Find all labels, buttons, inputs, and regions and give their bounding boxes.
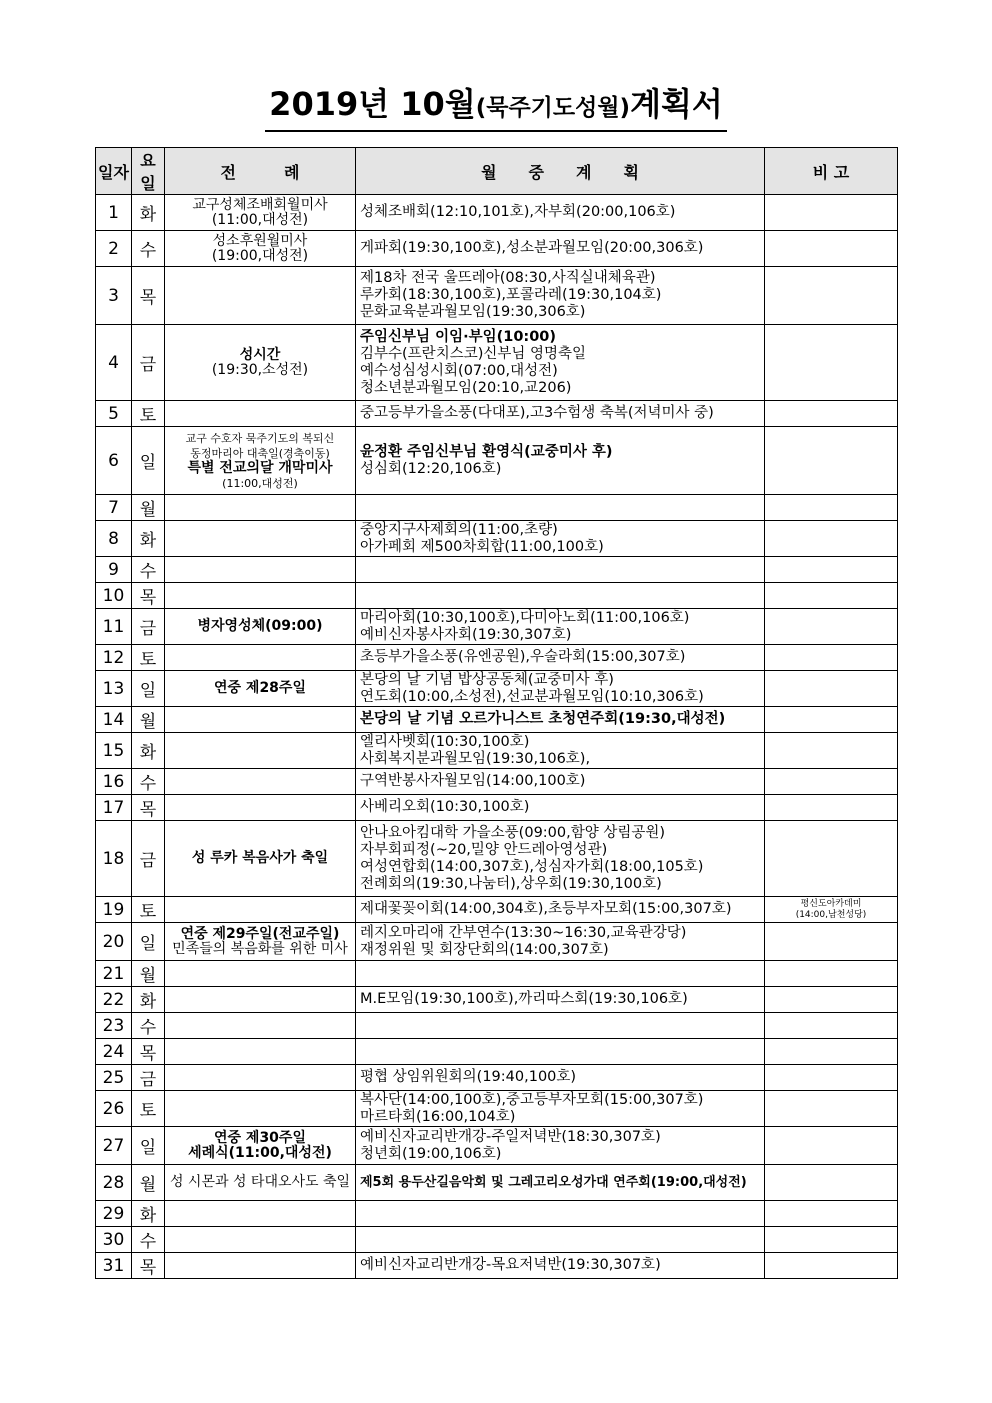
cell-line: (19:00,대성전) (211, 247, 309, 264)
liturgy-cell (165, 1091, 356, 1127)
notes-cell (765, 923, 898, 961)
liturgy-cell (165, 923, 356, 961)
liturgy-cell (165, 769, 356, 795)
weekday-cell: 토 (132, 1091, 165, 1127)
table-row (96, 733, 898, 769)
day-cell: 23 (96, 1013, 132, 1039)
notes-cell (765, 325, 898, 401)
cell-line: 복사단(14:00,100호),중고등부자모회(15:00,307호) (360, 1091, 704, 1108)
weekday-cell: 일 (132, 923, 165, 961)
notes-cell (765, 671, 898, 707)
page-title (0, 86, 992, 132)
events-cell (356, 1165, 765, 1201)
cell-line: 마르타회(16:00,104호) (360, 1108, 516, 1125)
table-row (96, 1227, 898, 1253)
liturgy-cell (165, 521, 356, 557)
table-row (96, 267, 898, 325)
cell-line: 교구성체조배회월미사 (192, 196, 328, 213)
notes-cell (765, 1013, 898, 1039)
liturgy-cell (165, 231, 356, 267)
notes-cell (765, 645, 898, 671)
table-row (96, 707, 898, 733)
notes-cell (765, 495, 898, 521)
cell-line: 여성연합회(14:00,307호),성심자가회(18:00,105호) (360, 858, 704, 875)
cell-line: 마리아회(10:30,100호),다미아노회(11:00,106호) (360, 609, 690, 626)
notes-cell (765, 521, 898, 557)
cell-line: 엘리사벳회(10:30,100호) (360, 733, 530, 750)
notes-cell (765, 1165, 898, 1201)
cell-line: 게파회(19:30,100호),성소분과월모임(20:00,306호) (360, 240, 704, 256)
events-cell (356, 231, 765, 267)
table-row (96, 231, 898, 267)
events-cell (356, 1227, 765, 1253)
liturgy-cell (165, 1253, 356, 1279)
cell-line: 민족들의 복음화를 위한 미사 (172, 940, 348, 957)
cell-line: 성소후원월미사 (212, 232, 308, 249)
notes-cell (765, 231, 898, 267)
table-row (96, 521, 898, 557)
day-cell: 31 (96, 1253, 132, 1279)
liturgy-cell (165, 325, 356, 401)
events-cell (356, 267, 765, 325)
cell-line: (14:00,남천성당) (795, 909, 867, 920)
cell-line: 특별 전교의달 개막미사 (187, 459, 333, 476)
day-cell: 21 (96, 961, 132, 987)
liturgy-cell (165, 609, 356, 645)
notes-cell (765, 1227, 898, 1253)
cell-line: 안나요아킴대학 가을소풍(09:00,함양 상림공원) (360, 824, 666, 841)
liturgy-cell (165, 557, 356, 583)
notes-cell (765, 1065, 898, 1091)
cell-line: 평협 상임위원회의(19:40,100호) (360, 1069, 577, 1085)
liturgy-cell (165, 1013, 356, 1039)
day-cell: 26 (96, 1091, 132, 1127)
liturgy-cell (165, 671, 356, 707)
header-day: 일자 (96, 148, 132, 195)
liturgy-cell (165, 897, 356, 923)
notes-cell (765, 1091, 898, 1127)
events-cell (356, 1039, 765, 1065)
weekday-cell: 목 (132, 267, 165, 325)
liturgy-cell (165, 1227, 356, 1253)
schedule-table (95, 147, 898, 1279)
cell-line: 중고등부가을소풍(다대포),고3수험생 축복(저녁미사 중) (360, 405, 714, 421)
notes-cell (765, 267, 898, 325)
events-cell (356, 521, 765, 557)
table-row (96, 1065, 898, 1091)
weekday-cell: 토 (132, 401, 165, 427)
cell-line: 초등부가을소풍(유엔공원),우술라회(15:00,307호) (360, 649, 686, 665)
events-cell (356, 821, 765, 897)
day-cell: 12 (96, 645, 132, 671)
events-cell (356, 583, 765, 609)
liturgy-cell (165, 821, 356, 897)
cell-line: 예수성심성시회(07:00,대성전) (360, 362, 558, 379)
cell-line: 전례회의(19:30,나눔터),상우회(19:30,100호) (360, 875, 662, 892)
weekday-cell: 금 (132, 609, 165, 645)
weekday-cell: 금 (132, 1065, 165, 1091)
weekday-cell: 화 (132, 733, 165, 769)
table-row (96, 1253, 898, 1279)
notes-cell (765, 401, 898, 427)
table-row (96, 645, 898, 671)
title-main: 2019년 10월 (269, 85, 476, 123)
notes-cell (765, 821, 898, 897)
day-cell: 17 (96, 795, 132, 821)
notes-cell (765, 795, 898, 821)
table-row (96, 1201, 898, 1227)
table-row (96, 795, 898, 821)
cell-line: (11:00,대성전) (211, 211, 309, 228)
day-cell: 19 (96, 897, 132, 923)
events-cell (356, 707, 765, 733)
table-row (96, 401, 898, 427)
events-cell (356, 1201, 765, 1227)
cell-line: 동정마리아 대축일(경축이동) (190, 446, 330, 460)
title-sub: (묵주기도성월) (475, 95, 631, 121)
header-liturgy: 전 례 (165, 148, 356, 195)
table-row (96, 583, 898, 609)
weekday-cell: 월 (132, 707, 165, 733)
cell-line: 성 루카 복음사가 축일 (191, 850, 329, 866)
liturgy-cell (165, 1039, 356, 1065)
weekday-cell: 화 (132, 1201, 165, 1227)
day-cell: 6 (96, 427, 132, 495)
day-cell: 16 (96, 769, 132, 795)
cell-line: 사베리오회(10:30,100호) (360, 799, 530, 815)
cell-line: 제18차 전국 울뜨레아(08:30,사직실내체육관) (360, 270, 656, 286)
table-row (96, 987, 898, 1013)
weekday-cell: 일 (132, 427, 165, 495)
liturgy-cell (165, 961, 356, 987)
day-cell: 15 (96, 733, 132, 769)
cell-line: 세례식(11:00,대성전) (188, 1144, 332, 1161)
events-cell (356, 923, 765, 961)
events-cell (356, 495, 765, 521)
liturgy-cell (165, 495, 356, 521)
header-notes: 비 고 (765, 148, 898, 195)
weekday-cell: 화 (132, 195, 165, 231)
cell-line: 평신도아카데미 (800, 898, 862, 909)
events-cell (356, 987, 765, 1013)
header-row (96, 148, 898, 195)
title-tail: 계획서 (630, 85, 723, 123)
notes-cell (765, 961, 898, 987)
events-cell (356, 1127, 765, 1165)
table-row (96, 427, 898, 495)
liturgy-cell (165, 707, 356, 733)
liturgy-cell (165, 1127, 356, 1165)
cell-line: 아가페회 제500차회합(11:00,100호) (360, 538, 604, 555)
liturgy-cell (165, 1065, 356, 1091)
cell-line: (19:30,소성전) (211, 361, 309, 378)
cell-line: 성 시몬과 성 타대오사도 축일 (169, 1174, 351, 1190)
cell-line: (11:00,대성전) (222, 476, 298, 490)
weekday-cell: 수 (132, 231, 165, 267)
weekday-cell: 일 (132, 671, 165, 707)
cell-line: 청소년분과월모임(20:10,교206) (360, 379, 572, 396)
weekday-cell: 수 (132, 1227, 165, 1253)
events-cell (356, 401, 765, 427)
liturgy-cell (165, 427, 356, 495)
cell-line: 연중 제30주일 (214, 1129, 306, 1146)
events-cell (356, 1091, 765, 1127)
events-cell (356, 1253, 765, 1279)
notes-cell (765, 1201, 898, 1227)
day-cell: 9 (96, 557, 132, 583)
day-cell: 7 (96, 495, 132, 521)
table-row (96, 923, 898, 961)
events-cell (356, 325, 765, 401)
day-cell: 4 (96, 325, 132, 401)
cell-line: 성시간 (239, 346, 281, 363)
events-cell (356, 671, 765, 707)
day-cell: 27 (96, 1127, 132, 1165)
cell-line: 성체조배회(12:10,101호),자부회(20:00,106호) (360, 204, 676, 220)
cell-line: 사회복지분과월모임(19:30,106호), (360, 750, 591, 767)
cell-line: 본당의 날 기념 밥상공동체(교중미사 후) (360, 671, 614, 688)
liturgy-cell (165, 195, 356, 231)
events-cell (356, 609, 765, 645)
cell-line: 연중 제28주일 (214, 680, 306, 696)
cell-line: 자부회피정(~20,밀양 안드레아영성관) (360, 841, 608, 858)
liturgy-cell (165, 987, 356, 1013)
table-row (96, 1039, 898, 1065)
cell-line: 제5회 용두산길음악회 및 그레고리오성가대 연주회(19:00,대성전) (360, 1175, 747, 1190)
day-cell: 22 (96, 987, 132, 1013)
day-cell: 11 (96, 609, 132, 645)
weekday-cell: 금 (132, 821, 165, 897)
events-cell (356, 795, 765, 821)
weekday-cell: 수 (132, 557, 165, 583)
day-cell: 3 (96, 267, 132, 325)
weekday-cell: 월 (132, 1165, 165, 1201)
weekday-cell: 수 (132, 1013, 165, 1039)
table-row (96, 325, 898, 401)
cell-line: 청년회(19:00,106호) (360, 1145, 502, 1162)
liturgy-cell (165, 795, 356, 821)
day-cell: 8 (96, 521, 132, 557)
events-cell (356, 195, 765, 231)
table-row (96, 769, 898, 795)
table-row (96, 1091, 898, 1127)
cell-line: 재정위원 및 회장단회의(14:00,307호) (360, 941, 609, 958)
table-row (96, 609, 898, 645)
cell-line: M.E모임(19:30,100호),까리따스회(19:30,106호) (360, 991, 688, 1007)
cell-line: 연도회(10:00,소성전),선교분과월모임(10:10,306호) (360, 688, 704, 705)
cell-line: 교구 수호자 묵주기도의 복되신 (185, 431, 335, 445)
liturgy-cell (165, 1201, 356, 1227)
table-row (96, 557, 898, 583)
cell-line: 문화교육분과월모임(19:30,306호) (360, 304, 586, 320)
day-cell: 1 (96, 195, 132, 231)
cell-line: 중앙지구사제회의(11:00,초량) (360, 521, 558, 538)
cell-line: 김부수(프란치스코)신부님 영명축일 (360, 345, 587, 362)
table-row (96, 821, 898, 897)
day-cell: 28 (96, 1165, 132, 1201)
weekday-cell: 수 (132, 769, 165, 795)
weekday-cell: 일 (132, 1127, 165, 1165)
events-cell (356, 427, 765, 495)
events-cell (356, 769, 765, 795)
cell-line: 구역반봉사자월모임(14:00,100호) (360, 773, 586, 789)
notes-cell (765, 427, 898, 495)
day-cell: 5 (96, 401, 132, 427)
liturgy-cell (165, 1165, 356, 1201)
table-row (96, 1127, 898, 1165)
table-row (96, 195, 898, 231)
weekday-cell: 금 (132, 325, 165, 401)
header-dow: 요일 (132, 148, 165, 195)
cell-line: 성심회(12:20,106호) (360, 460, 502, 477)
day-cell: 24 (96, 1039, 132, 1065)
events-cell (356, 1065, 765, 1091)
weekday-cell: 목 (132, 583, 165, 609)
liturgy-cell (165, 645, 356, 671)
table-row (96, 495, 898, 521)
notes-cell (765, 769, 898, 795)
events-cell (356, 1013, 765, 1039)
events-cell (356, 897, 765, 923)
day-cell: 18 (96, 821, 132, 897)
cell-line: 루카회(18:30,100호),포콜라레(19:30,104호) (360, 287, 662, 303)
weekday-cell: 목 (132, 1253, 165, 1279)
cell-line: 예비신자봉사자회(19:30,307호) (360, 626, 572, 643)
weekday-cell: 화 (132, 521, 165, 557)
cell-line: 연중 제29주일(전교주일) (180, 925, 340, 942)
notes-cell (765, 1127, 898, 1165)
notes-cell (765, 707, 898, 733)
notes-cell (765, 195, 898, 231)
notes-cell (765, 557, 898, 583)
events-cell (356, 645, 765, 671)
events-cell (356, 733, 765, 769)
day-cell: 14 (96, 707, 132, 733)
cell-line: 예비신자교리반개강-주일저녁반(18:30,307호) (360, 1128, 661, 1145)
day-cell: 20 (96, 923, 132, 961)
cell-line: 제대꽃꽂이회(14:00,304호),초등부자모회(15:00,307호) (360, 901, 732, 917)
events-cell (356, 961, 765, 987)
weekday-cell: 토 (132, 645, 165, 671)
table-row (96, 897, 898, 923)
day-cell: 30 (96, 1227, 132, 1253)
day-cell: 25 (96, 1065, 132, 1091)
day-cell: 10 (96, 583, 132, 609)
schedule-body (96, 195, 898, 1279)
day-cell: 29 (96, 1201, 132, 1227)
cell-line: 윤정환 주임신부님 환영식(교중미사 후) (360, 443, 613, 460)
weekday-cell: 목 (132, 1039, 165, 1065)
table-row (96, 961, 898, 987)
notes-cell (765, 1253, 898, 1279)
cell-line: 예비신자교리반개강-목요저녁반(19:30,307호) (360, 1257, 661, 1273)
cell-line: 병자영성체(09:00) (197, 618, 323, 634)
table-row (96, 1165, 898, 1201)
table-row (96, 1013, 898, 1039)
cell-line: 본당의 날 기념 오르가니스트 초청연주회(19:30,대성전) (360, 711, 726, 727)
weekday-cell: 목 (132, 795, 165, 821)
liturgy-cell (165, 733, 356, 769)
liturgy-cell (165, 583, 356, 609)
notes-cell (765, 609, 898, 645)
day-cell: 13 (96, 671, 132, 707)
weekday-cell: 화 (132, 987, 165, 1013)
events-cell (356, 557, 765, 583)
liturgy-cell (165, 401, 356, 427)
notes-cell (765, 733, 898, 769)
notes-cell (765, 1039, 898, 1065)
cell-line: 주임신부님 이임·부임(10:00) (360, 328, 557, 345)
weekday-cell: 월 (132, 961, 165, 987)
liturgy-cell (165, 267, 356, 325)
header-events: 월 중 계 획 (356, 148, 765, 195)
cell-line: 레지오마리애 간부연수(13:30~16:30,교육관강당) (360, 924, 687, 941)
notes-cell (765, 583, 898, 609)
table-row (96, 671, 898, 707)
day-cell: 2 (96, 231, 132, 267)
weekday-cell: 월 (132, 495, 165, 521)
notes-cell (765, 897, 898, 923)
notes-cell (765, 987, 898, 1013)
weekday-cell: 토 (132, 897, 165, 923)
